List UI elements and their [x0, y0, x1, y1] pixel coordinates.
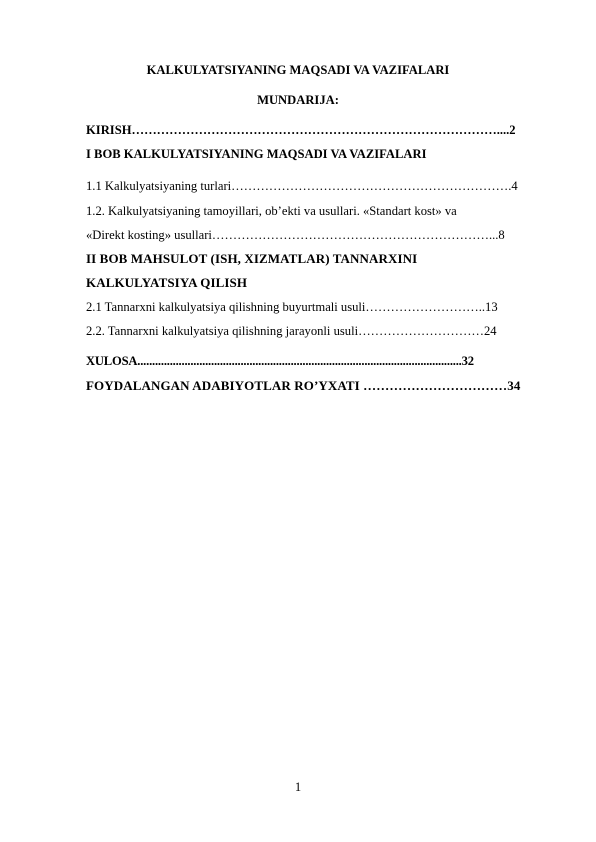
page-number: 1 — [294, 780, 302, 794]
toc-entry-1-1: 1.1 Kalkulyatsiyaning turlari………………………………………………………….4 — [86, 179, 518, 193]
toc-entry-kirish: KIRISH……………………………………………………………………………....2 — [86, 123, 516, 137]
toc-entry-adabiyotlar: FOYDALANGAN ADABIYOTLAR RO’YXATI ……………………………34 — [86, 378, 521, 393]
document-title: KALKULYATSIYANING MAQSADI VA VAZIFALARI — [146, 63, 450, 77]
toc-entry-2-1: 2.1 Tannarxni kalkulyatsiya qilishning buyurtmali usuli………………………..13 — [86, 300, 498, 314]
toc-entry-chapter-2-cont: KALKULYATSIYA QILISH — [86, 275, 248, 290]
toc-heading: MUNDARIJA: — [257, 93, 339, 107]
toc-entry-xulosa: XULOSA..............................................................................................................32 — [86, 354, 474, 368]
toc-entry-1-2: 1.2. Kalkulyatsiyaning tamoyillari, ob’ekti va usullari. «Standart kost» va — [86, 204, 457, 218]
toc-entry-2-2: 2.2. Tannarxni kalkulyatsiya qilishning jarayonli usuli…………………………24 — [86, 324, 497, 338]
toc-entry-chapter-1: I BOB KALKULYATSIYANING MAQSADI VA VAZIFALARI — [86, 147, 427, 161]
toc-entry-1-2-cont: «Direkt kosting» usullari…………………………………………………………...8 — [86, 228, 505, 242]
toc-entry-chapter-2: II BOB MAHSULOT (ISH, XIZMATLAR) TANNARXINI — [86, 251, 418, 266]
